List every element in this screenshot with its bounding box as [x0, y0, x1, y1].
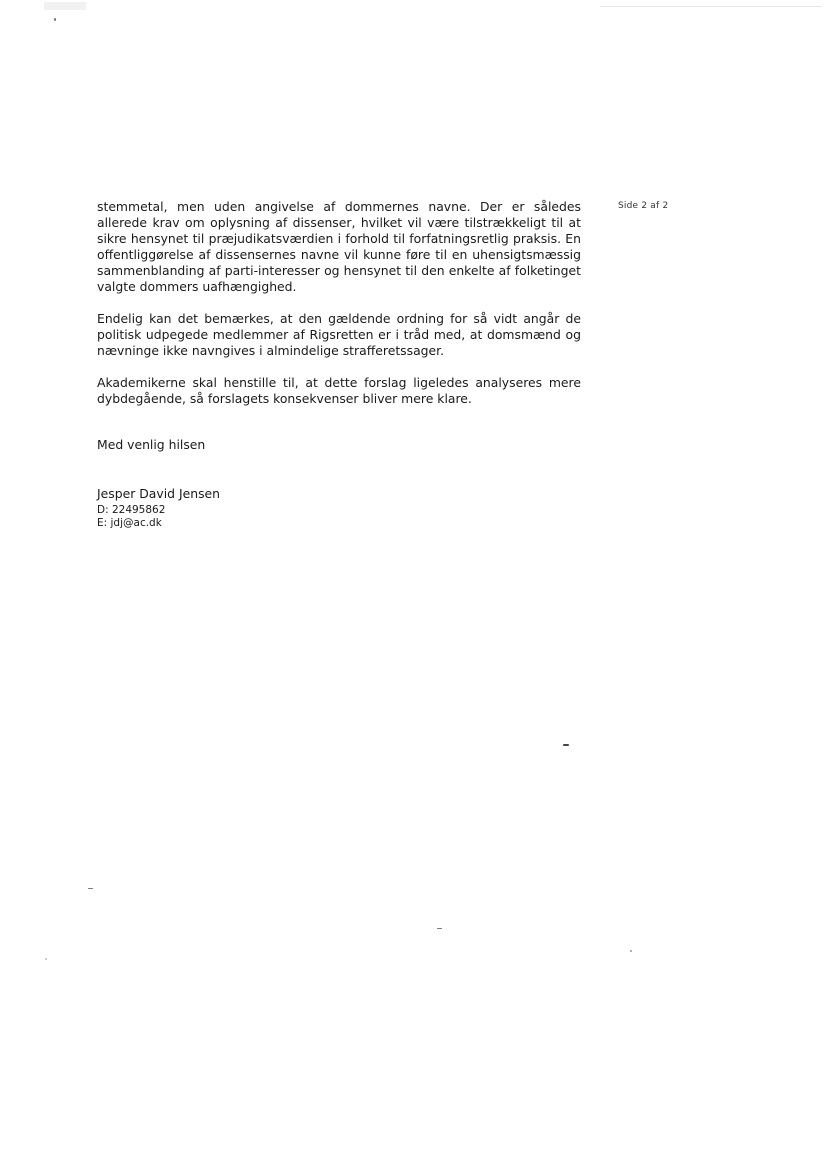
scan-speck	[88, 888, 93, 889]
closing-greeting: Med venlig hilsen	[97, 437, 206, 452]
paragraph-rigsretten: Endelig kan det bemærkes, at den gældende ordning for så vidt angår de politisk udpegede medlemmer af Rigsretten er i tråd med, at domsmænd og nævninge ikke navngives i almindelige strafferetssager.	[97, 311, 581, 358]
scan-speck	[630, 950, 632, 952]
scan-speck	[54, 18, 56, 21]
scan-speck	[437, 928, 442, 929]
scan-speck	[45, 958, 47, 960]
page-indicator: Side 2 af 2	[618, 201, 669, 211]
paragraph-recommendation: Akademikerne skal henstille til, at dette forslag ligeledes analyseres mere dybdegående, så forslagets konsekvenser bliver mere klare.	[97, 375, 581, 406]
scan-artifact-corner	[44, 2, 86, 10]
paragraph-dissent-names: stemmetal, men uden angivelse af dommernes navne. Der er således allerede krav om oplysning af dissenser, hvilket vil være tilstrækkeligt til at sikre hensynet til præjudikatsværdien i forhold til forfatningsretlig praksis. En offentliggørelse af dissensernes navne vil kunne føre til en uhensigtsmæssig sammenblanding af parti-interesser og hensynet til den enkelte af folketinget valgte dommers uafhængighed.	[97, 199, 581, 294]
scan-speck	[563, 744, 569, 746]
signature-name: Jesper David Jensen	[97, 486, 221, 501]
signature-email: E: jdj@ac.dk	[97, 517, 162, 529]
scan-artifact-line	[600, 6, 822, 7]
signature-phone: D: 22495862	[97, 504, 166, 516]
